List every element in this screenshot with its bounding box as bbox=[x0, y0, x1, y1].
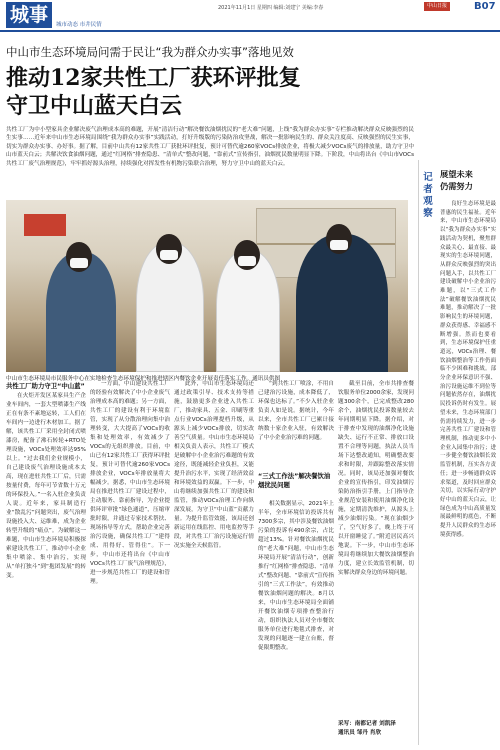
paper-badge: 中山日报 bbox=[424, 2, 450, 11]
body-column-1: 在火炬开发区某家具生产企业车间内，一套大型喷漆生产线正在有条不紊地运转，工人们在车间内一边进行木材加工。据了解，该共性工厂采用全封闭式喷漆房，配备了沸石转轮+RTO处理设施，VOCs处理效率达95%以上。“过去我们企业规模小，自己建设废气治理设施成本太高，现在进驻共性工厂后，只需按量付费，每年可节省数十万元的环保投入。”一名入驻企业负责人说。近年来，家具制造行业“散乱污”问题突出，废气治理设施投入大、运维难，成为企业转型升级的“痛点”。为破解这一难题，中山市生态环境局积极探索建设共性工厂，推动中小企业集中喷涂、集中治污，实现从“单打独斗”到“抱团发展”的转变。 bbox=[6, 393, 86, 579]
sidebar-title-line-2: 仍需努力 bbox=[440, 181, 473, 191]
photo-mask-3 bbox=[238, 256, 256, 266]
sidebar-title-line-1: 展望未来 bbox=[440, 169, 473, 179]
section-heading-1: 共性工厂助力守卫“中山蓝” bbox=[6, 382, 85, 390]
news-photo bbox=[6, 200, 408, 372]
sidebar-title bbox=[440, 168, 496, 192]
body-column-2: 一方面，中山建设共性工厂的经验有效解决了中小企业废气治理成本高的难题；另一方面，共性工厂的建设有利于环境监管，实现了从分散治理向集中治理转变，大大提高了VOCs的收集和处理效率，有效减少了VOCs的无组织排放。目前，中山已有12家共性工厂获得环评批复，预计可替代逾260家VOCs排放企业，VOCs年排放量将大幅减少。据悉，中山市生态环境局在推进共性工厂建设过程中，主动服务、靠前指导，为企业提供环评审批“绿色通道”，压缩审批时限，并通过专家技术帮扶、现场指导等方式，帮助企业完善治污设施，确保共性工厂“建得成、用得好、管得住”。下一步，中山市还将出台《中山市VOCs共性工厂废气治理规范》，进一步规范共性工厂的建设和管理。 bbox=[90, 381, 170, 585]
photo-mask-2 bbox=[160, 250, 178, 260]
body-column-5: 截至目前，全市共排查餐饮服务单位2000余家，发现问题300余个，已完成整改280余个，油烟扰民投诉数量较去年同期明显下降。据介绍，对于排查中发现的油烟净化设施缺失、运行不正常、排放口设置不合理等问题，执法人员当场下达整改通知，明确整改要求和时限，并跟踪整改落实情况。同时，该局还加强对餐饮企业的宣传指引，印发油烟污染防治指引手册，上门指导企业规范安装和使用油烟净化设施，定期清洗维护，从源头上减少油烟污染。“现在油烟少了，空气好多了，晚上终于可以开窗睡觉了。”附近居民高兴地说。下一步，中山市生态环境局将继续加大餐饮油烟整治力度，建立长效监管机制，切实解决群众身边的环境问题。 bbox=[338, 381, 414, 576]
sidebar-divider bbox=[418, 160, 419, 745]
article-title-line-1: 推动12家共性工厂获环评批复 bbox=[6, 65, 301, 91]
article-kicker: 中山市生态环境局问需于民让“我为群众办实事”落地见效 bbox=[6, 45, 294, 59]
photo-mask-4 bbox=[330, 240, 348, 250]
issue-date-line: 2021年11月1日 星期四 编辑:刘建宁 美编:李春 bbox=[218, 5, 324, 11]
sidebar-text: 良好生态环境是最普惠的民生福祉。近年来，中山市生态环境局以“我为群众办实事”实践活动为契机，聚焦群众最关心、最直接、最现实的生态环境问题，从群众反映强烈的突出问题入手，以共性工厂建设破解中小企业治污难题，以“三式工作法”破解餐饮油烟扰民难题，推动解决了一批影响民生的环境问题，群众获得感、幸福感不断增强。然而也要看到，生态环境保护任重道远，VOCs治理、餐饮油烟整治等工作仍面临不少困难和挑战。部分企业环保意识不强、治污设施运维不到位等问题依然存在，油烟扰民投诉仍时有发生。展望未来，生态环境部门仍需持续发力，进一步完善共性工厂建设和管理机制，推动更多中小企业入园集中治污；进一步健全餐饮油烟长效监管机制，压实各方责任；进一步畅通群众诉求渠道，及时回应群众关切，以实际行动守护好中山的蓝天白云，让绿色成为中山高质量发展最鲜明的底色，不断提升人民群众的生态环境获得感。 bbox=[440, 201, 496, 538]
body-column-3: 此外，中山市生态环境局还通过政策引导、技术支持等措施，鼓励更多企业进入共性工厂，推动家具、五金、印刷等重点行业VOCs治理提档升级，从源头上减少VOCs排放，切实改善空气质量。中山市生态环境局相关负责人表示，共性工厂模式是破解中小企业治污难题的有效途径，既能减轻企业负担，又能提升治污水平，实现了经济效益和环境效益的双赢。下一步，中山将继续加强共性工厂的建设和监管，推动VOCs治理工作向纵深发展，为守卫“中山蓝”贡献力量。为提升监管效能，该局还创新运用在线监控、用电监控等手段，对共性工厂治污设施运行情况实施全天候监管。 bbox=[174, 381, 254, 549]
photo-red-sign bbox=[24, 214, 66, 236]
byline-reporter: 采写：南都记者 刘凯泽 bbox=[338, 721, 396, 727]
byline-correspondent: 通讯员 邹丹 肖欣 bbox=[338, 730, 382, 736]
article-lead: 共性工厂为中小型家具企业解决废气治理成本高的难题，开展“清洁行动”解决餐饮油烟扰民的“老大难”问题，上线“我为群众办实事”专栏推动解决群众反映强烈的民生实事……近年来中山市生态环境局围绕“我为群众办实事”实践活动，打好升级版的污染防治攻坚战，解决一批影响民生的、群众关注度高、反映强烈的民生实事，切实为群众办实事、办好事。据了解，目前中山共有12家共性工厂获批环评批复，预计可替代逾260家VOCs排放企业，将极大减少VOCs废气的排放量，助力守卫中山市蓝天白云；共解决饮食油烟问题，通过“红网格”排查隐患、“清单式”整改问题，“靠前式”宣传指引，油烟扰民数量明显下降。下阶段，中山将出台《中山市VOCs共性工厂废气治理规范》，牢牢抓好源头治理，持续强化对挥发性有机物污染联合治理，努力守卫中山的蓝天白云。 bbox=[6, 127, 414, 167]
article-title-line-2: 守卫中山蓝天白云 bbox=[6, 93, 183, 119]
photo-person-4 bbox=[296, 234, 388, 372]
section-subtitle: 城市动态 市井民情 bbox=[56, 22, 102, 28]
section-name: 城事 bbox=[6, 2, 52, 28]
page-number: B07 bbox=[474, 1, 496, 12]
article-byline bbox=[338, 720, 414, 738]
sidebar-label: 记者观察 bbox=[423, 172, 433, 219]
photo-mask-1 bbox=[70, 258, 88, 268]
section-heading-2: “三式工作法”解决餐饮油烟扰民问题 bbox=[258, 472, 331, 489]
body-column-4-top: “到共性工厂喷涂，不用自己建治污设施，成本降低了，环保也达标了。”不少入驻企业负责人如是说。据统计，今年以来，全市共性工厂已累计接纳数十家企业入驻，有效解决了中小企业治污难的问题。 bbox=[258, 381, 334, 441]
page-header bbox=[0, 0, 500, 32]
body-column-4-bottom: 相关数据显示，2021年上半年，全市环境信访投诉共有7300多宗，其中涉及餐饮油烟污染的投诉有490余宗，占比超过13%。针对餐饮油烟扰民的“老大难”问题，中山市生态环境局开展“清洁行动”，创新推行“红网格”排查隐患、“清单式”整改问题、“靠前式”宣传指引的“三式工作法”，有效推动餐饮油烟问题的解决。8月以来，中山市生态环境局全面铺开餐饮油烟专项排查整治行动，组织执法人员对全市餐饮服务单位进行地毯式排查，对发现的问题逐一建立台账，督促限期整改。 bbox=[258, 501, 334, 651]
photo-caption: 中山市生态环境局市民服务中心在实地检查生态环境保护和推进辖区内餐饮企业开展责任落实工作。通讯员供图 bbox=[6, 376, 281, 382]
article-title bbox=[6, 64, 414, 120]
